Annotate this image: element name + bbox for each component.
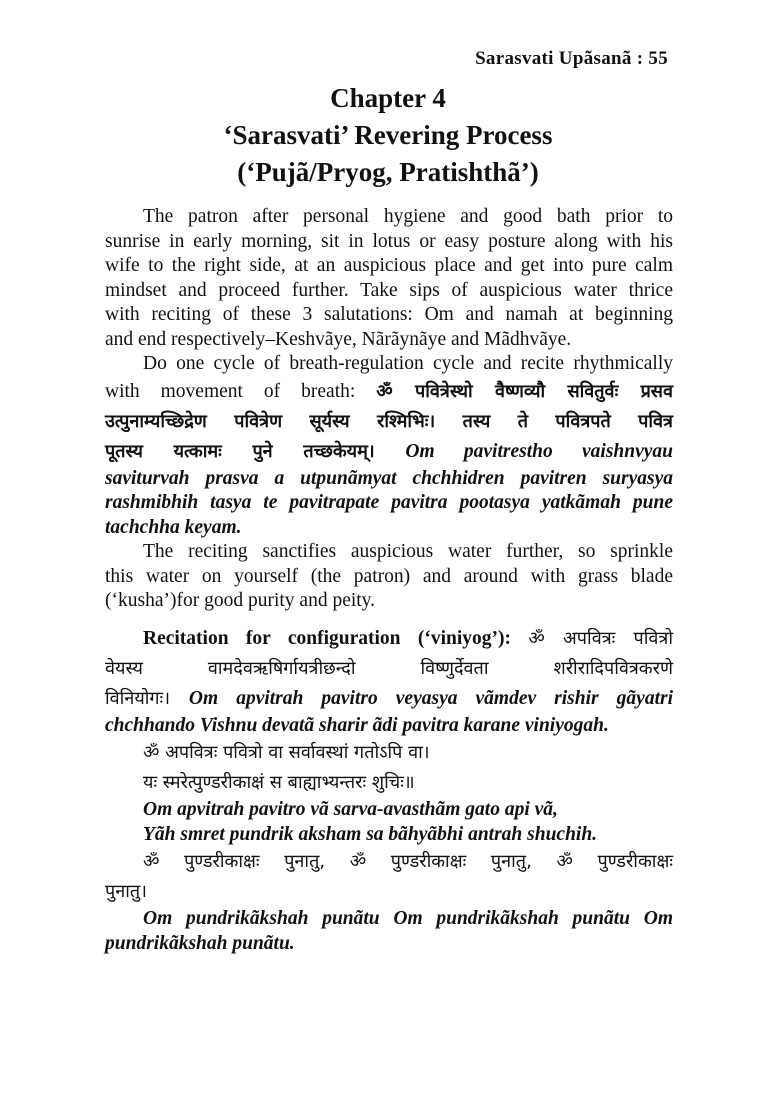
verse-transliteration-line: Om apvitrah pavitro vã sarva-avasthãm gato api vã, xyxy=(143,799,558,820)
chapter-subheading: (‘Pujã/Pryog, Pratishthã’) xyxy=(237,157,539,187)
sanskrit-text: विनियोगः। xyxy=(105,687,189,709)
verse-block xyxy=(105,738,673,956)
text-line: wife to the right side, at an auspicious place and get into pure calm xyxy=(105,255,673,276)
sanskrit-text: ॐ अपवित्रः पवित्रो xyxy=(528,627,673,649)
verse-sanskrit-line: ॐ अपवित्रः पवित्रो वा सर्वावस्थां गतोऽपि वा। xyxy=(143,742,430,763)
text-line: with reciting of these 3 salutations: Om and namah at beginning xyxy=(105,304,673,325)
text-line: (‘kusha’)for good purity and peity. xyxy=(105,590,376,611)
sanskrit-text: पूतस्य यत्कामः पुने तच्छकेयम्। xyxy=(105,440,406,462)
transliteration-line: rashmibhih tasya te pavitrapate pavitra pootasya yatkãmah pune xyxy=(105,492,673,513)
verse-sanskrit-line: यः स्मरेत्पुण्डरीकाक्षं स बाह्याभ्यन्तरः शुचिः॥ xyxy=(143,772,415,793)
english-text: with movement of breath: xyxy=(105,380,377,402)
transliteration-line: chchhando Vishnu devatã sharir ãdi pavitra karane viniyogah. xyxy=(105,714,609,736)
text-line: this water on yourself (the patron) and around with grass blade xyxy=(105,565,673,587)
recitation-label: Recitation for configuration (‘viniyog’): xyxy=(143,627,529,649)
text-line xyxy=(105,684,673,714)
running-header: Sarasvati Upãsanã : 55 xyxy=(475,48,668,69)
verse-transliteration-line: pundrikãkshah punãtu. xyxy=(105,932,295,954)
chapter-heading: ‘Sarasvati’ Revering Process xyxy=(223,120,553,150)
text-line xyxy=(105,377,673,407)
text-line: sunrise in early morning, sit in lotus or easy posture along with his xyxy=(105,230,673,252)
text-line xyxy=(105,624,673,654)
sanskrit-line: उत्पुनाम्यच्छिद्रेण पवित्रेण सूर्यस्य रश्मिभिः। तस्य ते पवित्रपते पवित्र xyxy=(105,410,673,432)
verse-sanskrit-line: ॐ पुण्डरीकाक्षः पुनातु, ॐ पुण्डरीकाक्षः पुनातु, ॐ पुण्डरीकाक्षः xyxy=(143,851,673,872)
page-body xyxy=(105,205,673,956)
transliteration-text: Om pavitrestho vaishnvyau xyxy=(405,440,674,462)
chapter-title xyxy=(100,80,676,191)
transliteration-line: tachchha keyam. xyxy=(105,516,242,538)
text-line: and end respectively–Keshvãye, Nãrãynãye and Mãdhvãye. xyxy=(105,328,572,350)
verse-sanskrit-line: पुनातु। xyxy=(105,881,147,902)
sanskrit-text: ॐ पवित्रेस्थो वैष्णव्यौ सवितुर्वः प्रसव xyxy=(376,380,673,402)
paragraph-2 xyxy=(105,352,673,540)
chapter-number: Chapter 4 xyxy=(330,83,446,113)
verse-transliteration-line: Om pundrikãkshah punãtu Om pundrikãkshah punãtu Om xyxy=(143,908,673,929)
sanskrit-line: वेयस्य वामदेवऋषिर्गायत्रीछन्दो विष्णुर्देवता शरीरादिपवित्रकरणे xyxy=(105,657,673,679)
text-line: The reciting sanctifies auspicious water further, so sprinkle xyxy=(143,541,673,562)
paragraph-1 xyxy=(105,205,673,352)
transliteration-line: saviturvah prasva a utpunãmyat chchhidren pavitren suryasya xyxy=(105,467,673,489)
paragraph-3 xyxy=(105,540,673,614)
text-line: Do one cycle of breath-regulation cycle and recite rhythmically xyxy=(143,353,673,374)
text-line: mindset and proceed further. Take sips of auspicious water thrice xyxy=(105,279,673,301)
paragraph-4 xyxy=(105,624,673,739)
text-line xyxy=(105,437,673,467)
verse-transliteration-line: Yãh smret pundrik aksham sa bãhyãbhi antrah shuchih. xyxy=(143,823,598,845)
text-line: The patron after personal hygiene and good bath prior to xyxy=(143,206,673,227)
transliteration-text: Om apvitrah pavitro veyasya vãmdev rishir gãyatri xyxy=(188,687,673,709)
